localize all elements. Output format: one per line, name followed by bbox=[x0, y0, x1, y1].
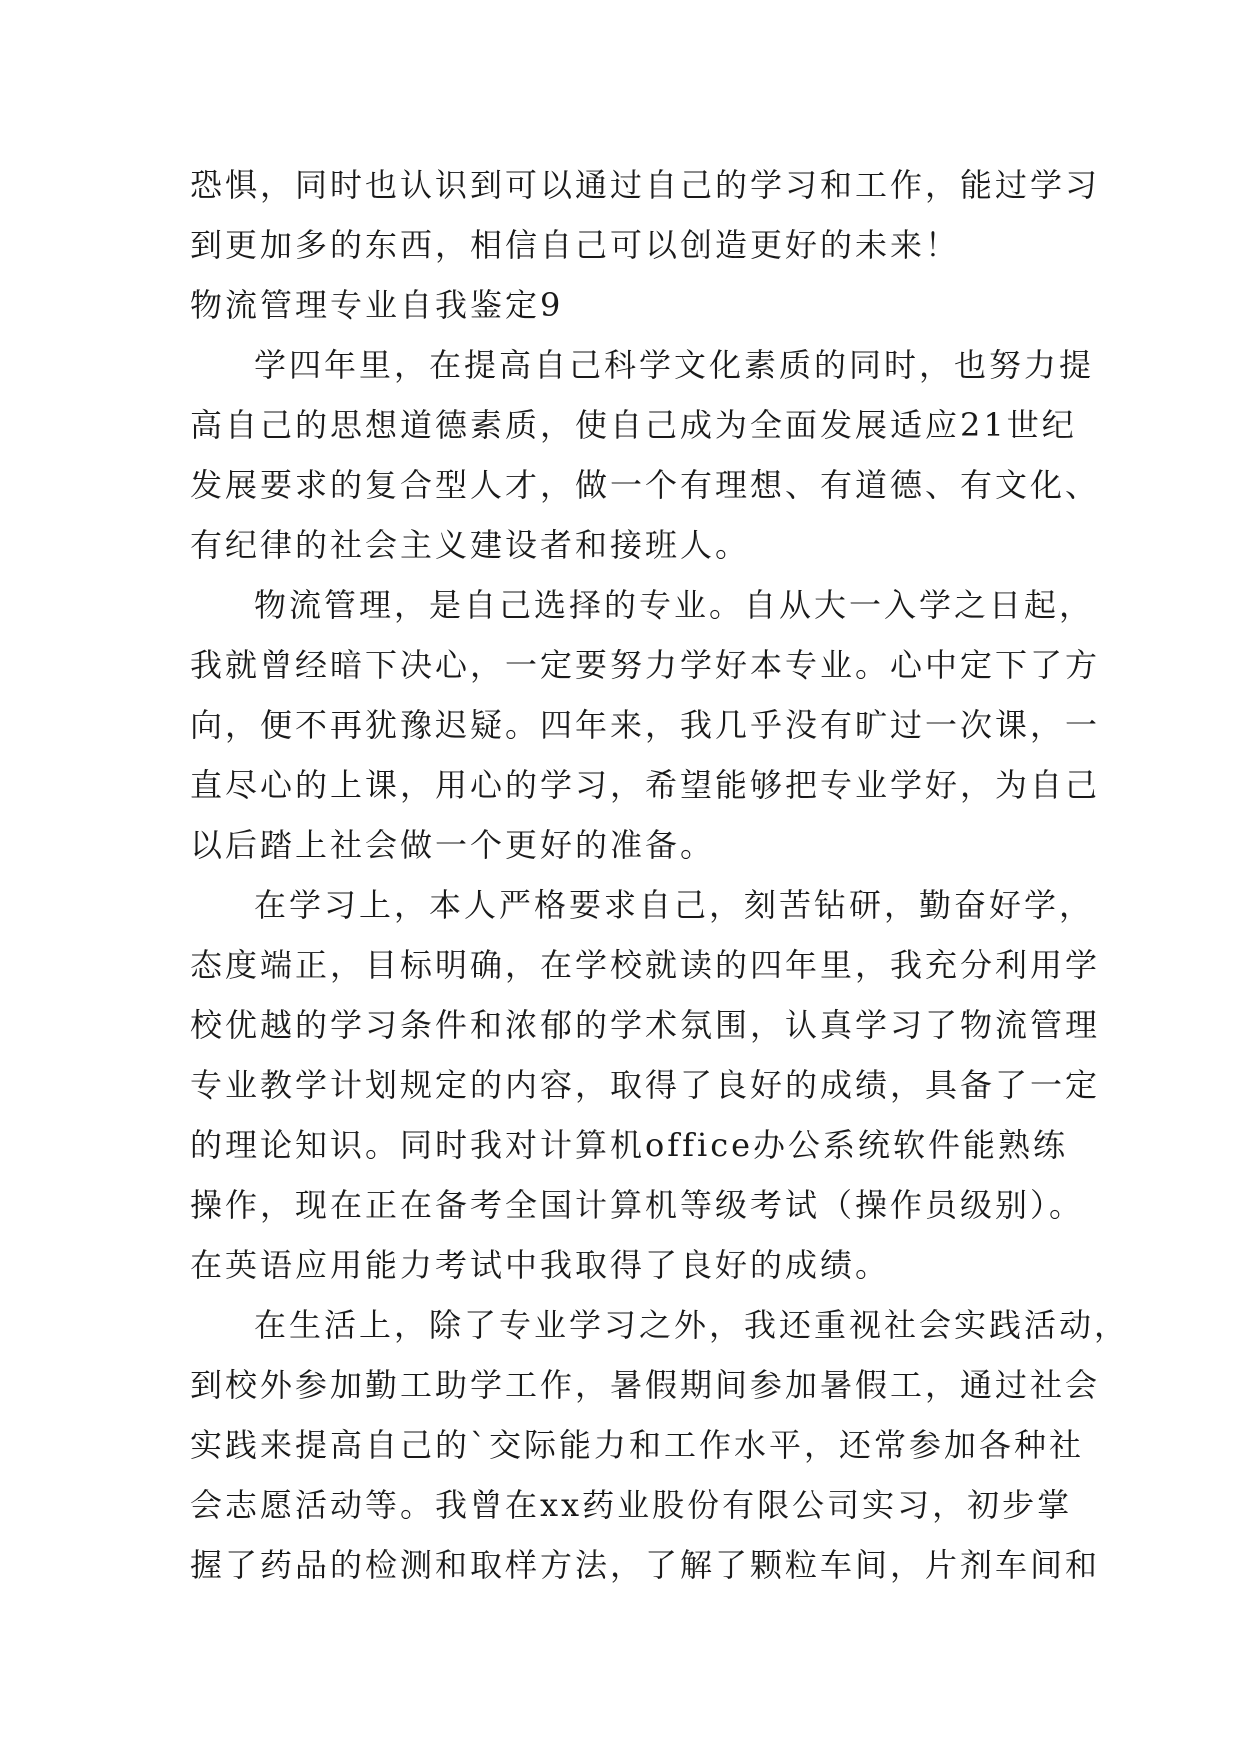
text-line: 专业教学计划规定的内容，取得了良好的成绩，具备了一定 bbox=[190, 1066, 1101, 1104]
text-line: 到更加多的东西，相信自己可以创造更好的未来！ bbox=[190, 226, 961, 264]
text-line: 学四年里，在提高自己科学文化素质的同时，也努力提 bbox=[254, 346, 1095, 384]
text-line: 实践来提高自己的`交际能力和工作水平，还常参加各种社 bbox=[190, 1426, 1085, 1464]
text-line: 态度端正，目标明确，在学校就读的四年里，我充分利用学 bbox=[190, 946, 1101, 984]
paragraph bbox=[190, 875, 1101, 1295]
text-line: 恐惧，同时也认识到可以通过自己的学习和工作，能过学习 bbox=[190, 166, 1101, 204]
text-line: 向，便不再犹豫迟疑。四年来，我几乎没有旷过一次课，一 bbox=[190, 706, 1101, 744]
text-line: 直尽心的上课，用心的学习，希望能够把专业学好，为自己 bbox=[190, 766, 1101, 804]
paragraph bbox=[190, 575, 1101, 875]
section-heading: 物流管理专业自我鉴定9 bbox=[190, 286, 564, 324]
text-line: 在英语应用能力考试中我取得了良好的成绩。 bbox=[190, 1246, 891, 1284]
text-line: 物流管理，是自己选择的专业。自从大一入学之日起， bbox=[254, 586, 1095, 624]
text-line: 有纪律的社会主义建设者和接班人。 bbox=[190, 526, 751, 564]
text-line: 的理论知识。同时我对计算机office办公系统软件能熟练 bbox=[190, 1126, 1069, 1164]
text-line: 在生活上，除了专业学习之外，我还重视社会实践活动， bbox=[254, 1306, 1130, 1344]
text-line: 操作，现在正在备考全国计算机等级考试（操作员级别）。 bbox=[190, 1186, 1085, 1224]
text-line: 发展要求的复合型人才，做一个有理想、有道德、有文化、 bbox=[190, 466, 1101, 504]
text-line: 到校外参加勤工助学工作，暑假期间参加暑假工，通过社会 bbox=[190, 1366, 1101, 1404]
text-line: 我就曾经暗下决心，一定要努力学好本专业。心中定下了方 bbox=[190, 646, 1101, 684]
text-line: 在学习上，本人严格要求自己，刻苦钻研，勤奋好学， bbox=[254, 886, 1095, 924]
text-line: 校优越的学习条件和浓郁的学术氛围，认真学习了物流管理 bbox=[190, 1006, 1101, 1044]
text-line: 高自己的思想道德素质，使自己成为全面发展适应21世纪 bbox=[190, 406, 1077, 444]
text-line: 会志愿活动等。我曾在xx药业股份有限公司实习，初步掌 bbox=[190, 1486, 1073, 1524]
paragraph bbox=[190, 335, 1101, 575]
text-line: 握了药品的检测和取样方法，了解了颗粒车间，片剂车间和 bbox=[190, 1546, 1101, 1584]
text-line: 以后踏上社会做一个更好的准备。 bbox=[190, 826, 716, 864]
paragraph bbox=[190, 1295, 1130, 1595]
document-body bbox=[190, 155, 1130, 1595]
